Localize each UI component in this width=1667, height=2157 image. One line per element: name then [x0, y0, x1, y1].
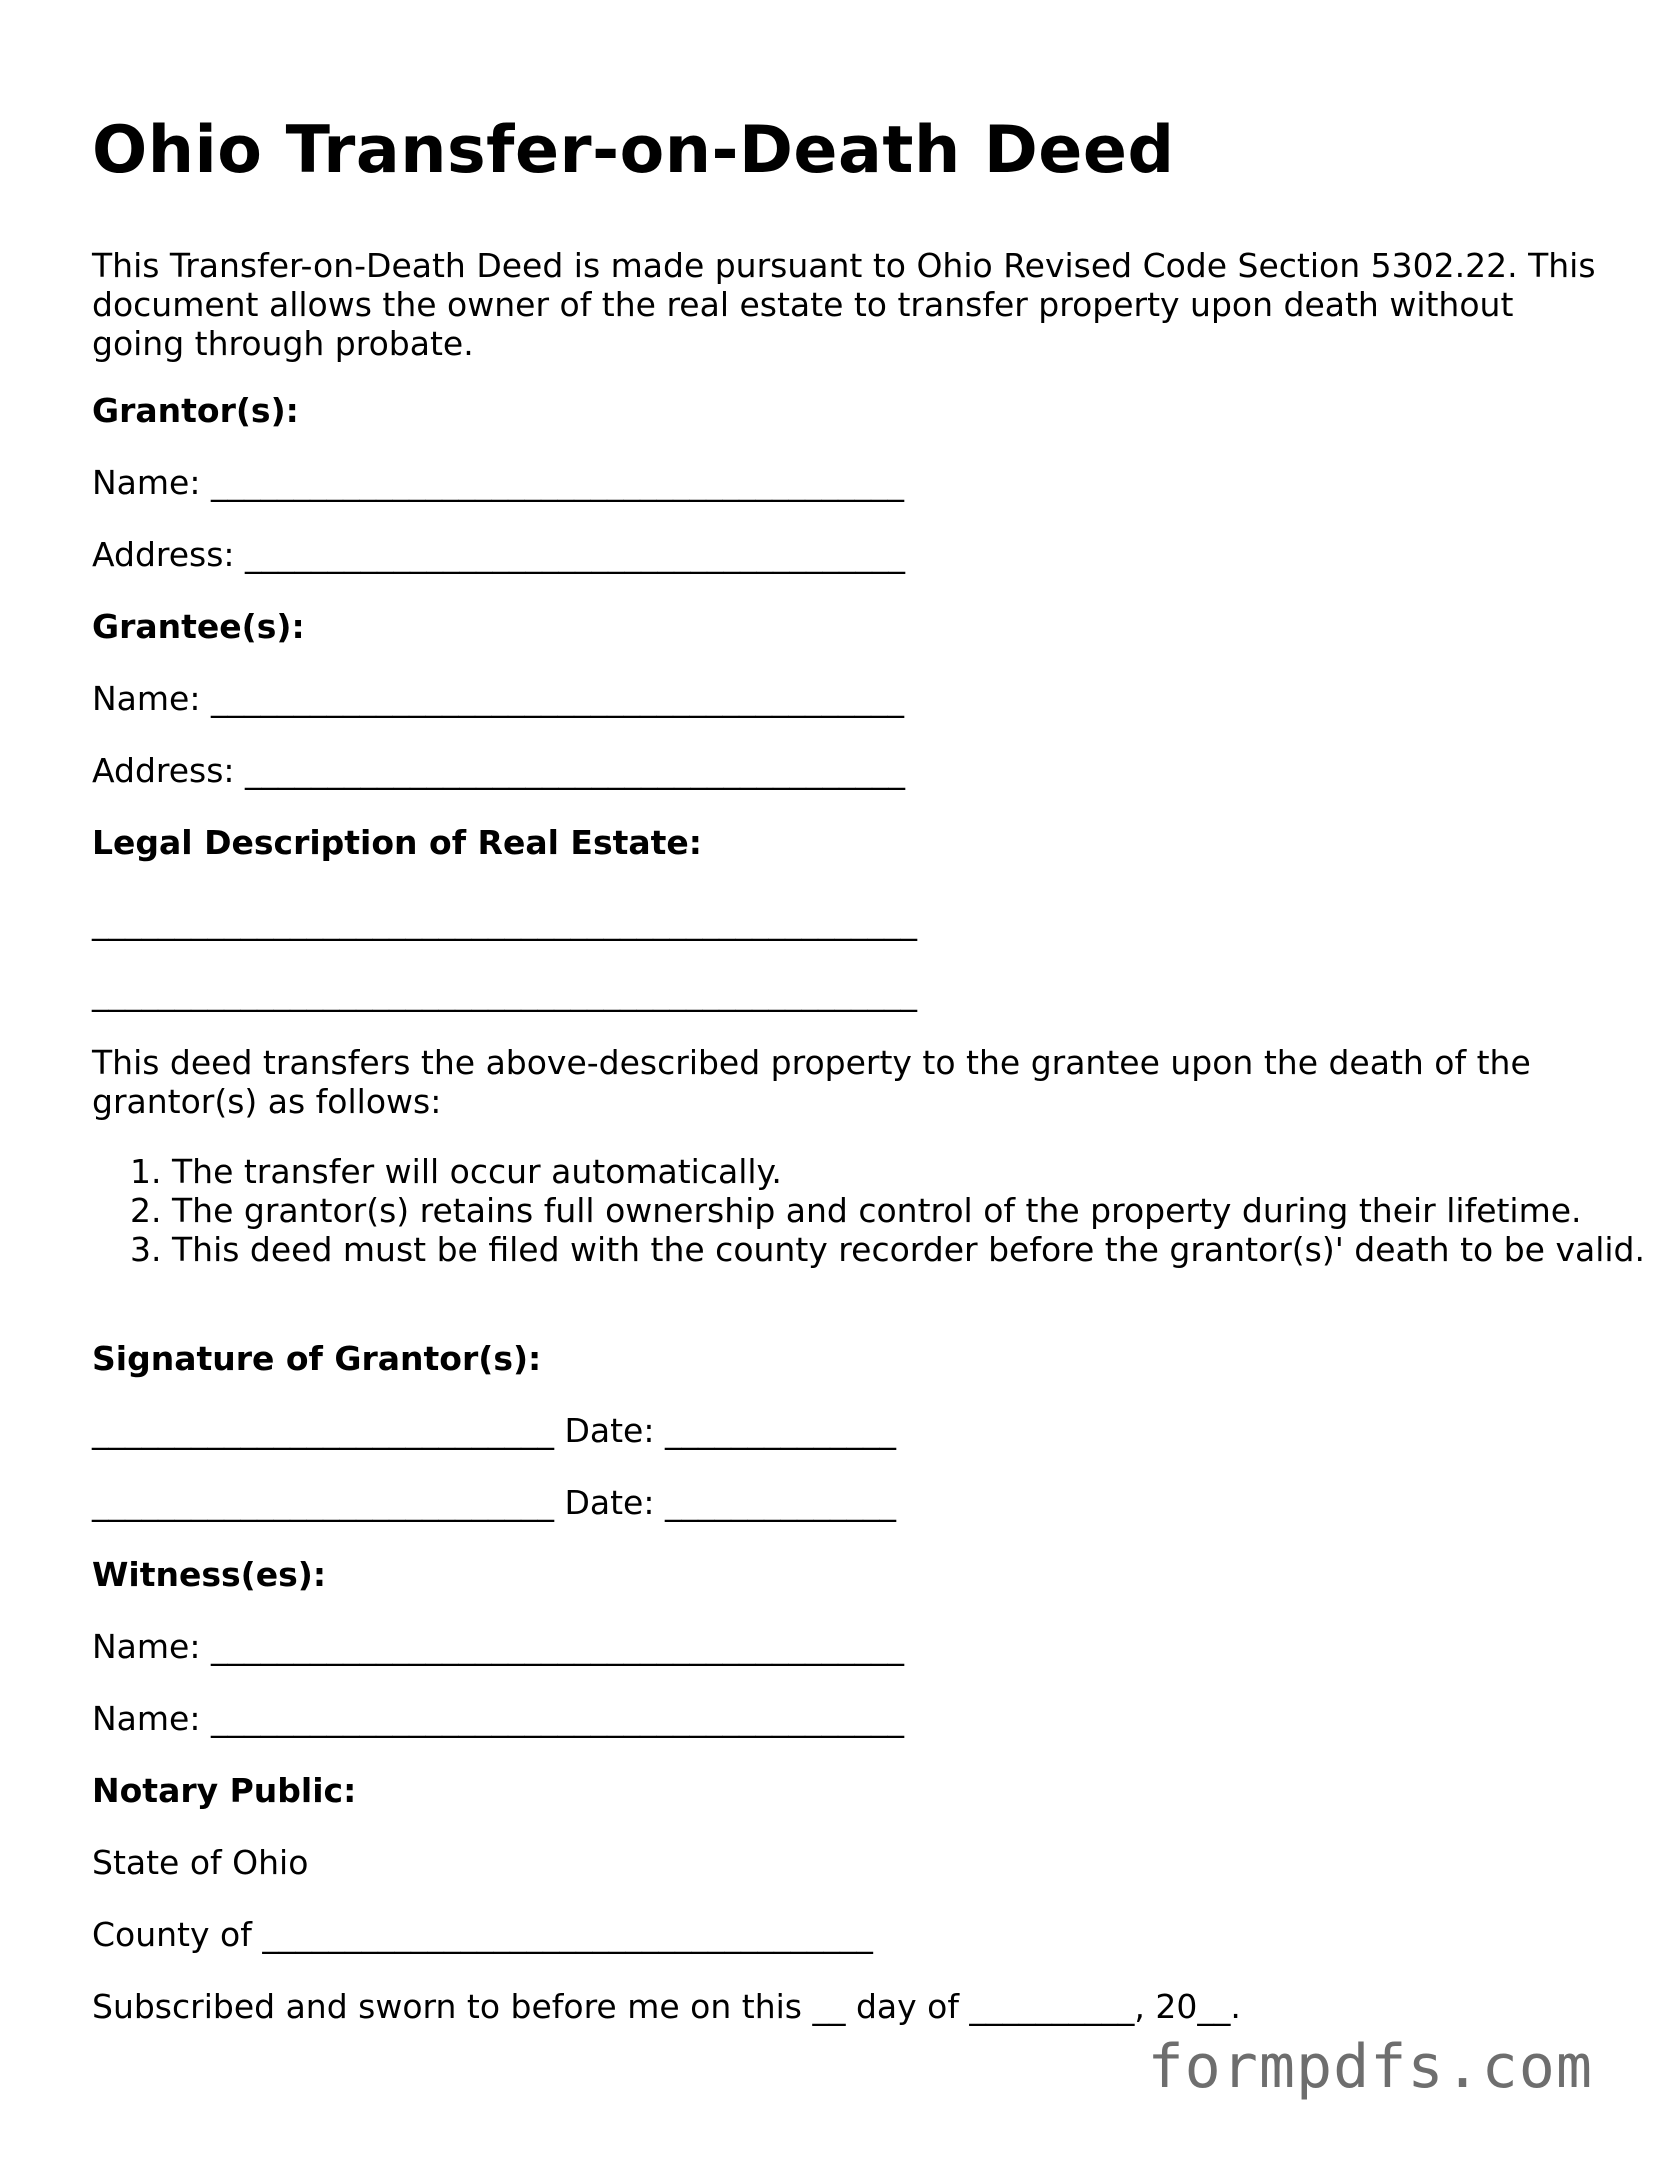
- notary-state: State of Ohio: [92, 1843, 309, 1882]
- witnesses-heading: Witness(es):: [92, 1555, 327, 1594]
- witness-name-field-2[interactable]: Name: __________________________________________: [92, 1699, 904, 1738]
- transfer-statement: This deed transfers the above-described property to the grantee upon the death of the grantor(s) as follows:: [92, 1043, 1531, 1121]
- legal-description-line-2[interactable]: __________________________________________________: [92, 973, 917, 1012]
- signature-heading: Signature of Grantor(s):: [92, 1339, 542, 1378]
- grantor-address-field[interactable]: Address: ________________________________________: [92, 535, 906, 574]
- grantors-heading: Grantor(s):: [92, 391, 299, 430]
- list-item: 1. The transfer will occur automatically.: [172, 1152, 1662, 1191]
- notary-sworn-line[interactable]: Subscribed and sworn to before me on this __ day of __________, 20__.: [92, 1987, 1241, 2026]
- document-title: Ohio Transfer-on-Death Deed: [92, 113, 1175, 188]
- notary-county-field[interactable]: County of _____________________________________: [92, 1915, 873, 1954]
- list-item: 2. The grantor(s) retains full ownership and control of the property during their lifetime.: [172, 1191, 1662, 1230]
- grantee-name-field[interactable]: Name: __________________________________________: [92, 679, 904, 718]
- notary-heading: Notary Public:: [92, 1771, 357, 1810]
- grantee-address-field[interactable]: Address: ________________________________________: [92, 751, 906, 790]
- legal-description-line-1[interactable]: __________________________________________________: [92, 902, 917, 941]
- grantor-name-field[interactable]: Name: __________________________________________: [92, 463, 904, 502]
- transfer-terms-list: [92, 1152, 1662, 1269]
- signature-date-line-1[interactable]: ____________________________ Date: ______________: [92, 1411, 896, 1450]
- intro-paragraph: This Transfer-on-Death Deed is made pursuant to Ohio Revised Code Section 5302.22. This document allows the owner of the real estate to transfer property upon death without going through probate.: [92, 246, 1596, 363]
- grantees-heading: Grantee(s):: [92, 607, 305, 646]
- legal-description-heading: Legal Description of Real Estate:: [92, 823, 702, 862]
- signature-date-line-2[interactable]: ____________________________ Date: ______________: [92, 1483, 896, 1522]
- list-item: 3. This deed must be filed with the county recorder before the grantor(s)' death to be valid.: [172, 1230, 1662, 1269]
- watermark: formpdfs.com: [1147, 2032, 1593, 2102]
- witness-name-field-1[interactable]: Name: __________________________________________: [92, 1627, 904, 1666]
